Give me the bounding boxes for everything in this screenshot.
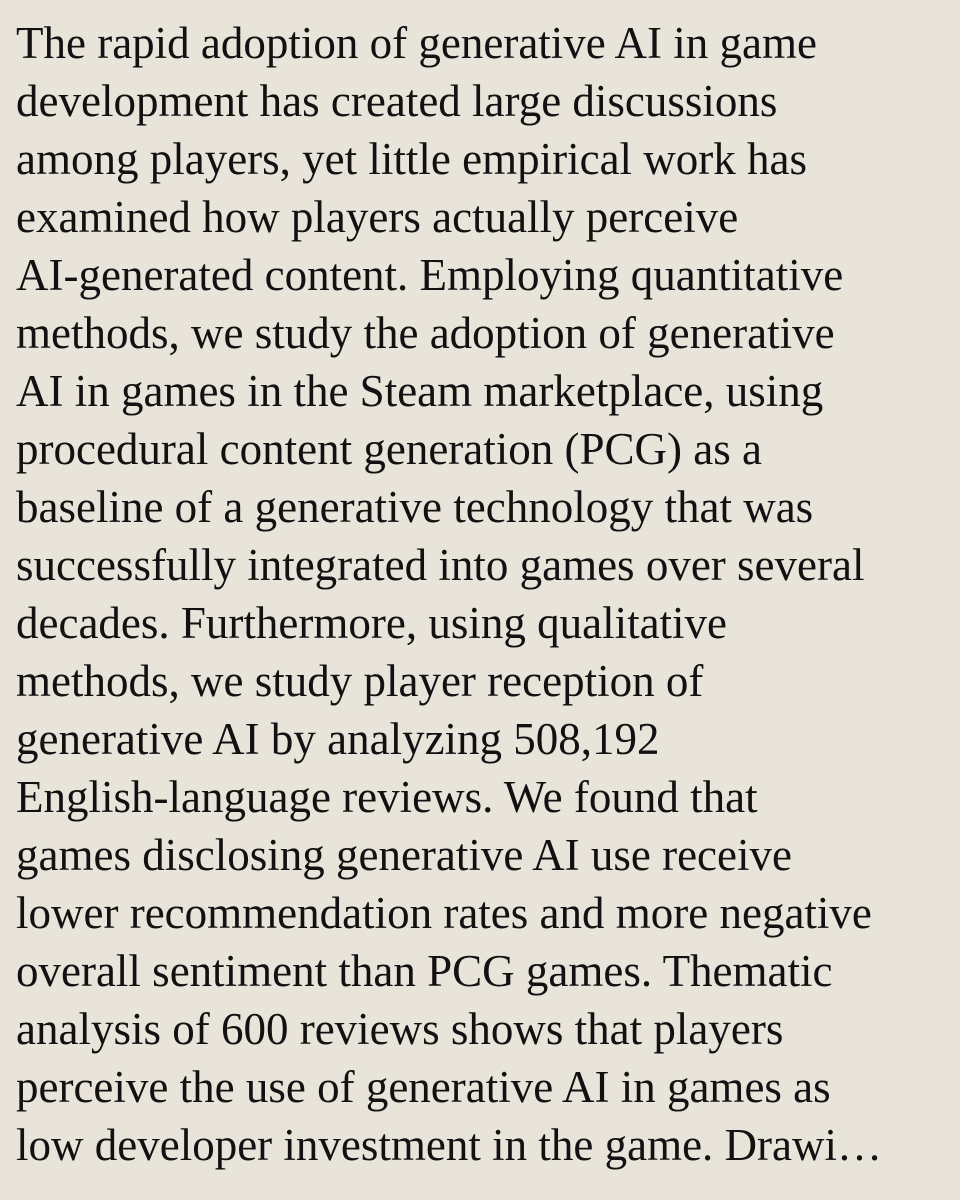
abstract-line: development has created large discussions (16, 76, 778, 126)
abstract-line: lower recommendation rates and more negative (16, 888, 872, 938)
abstract-line: generative AI by analyzing 508,192 (16, 714, 660, 764)
abstract-line: examined how players actually perceive (16, 192, 739, 242)
abstract-line: methods, we study the adoption of generative (16, 308, 835, 358)
abstract-line: decades. Furthermore, using qualitative (16, 598, 728, 648)
abstract-line: methods, we study player reception of (16, 656, 704, 706)
abstract-line: procedural content generation (PCG) as a (16, 424, 762, 474)
abstract-line: successfully integrated into games over several (16, 540, 865, 590)
abstract-line: The rapid adoption of generative AI in game (16, 18, 817, 68)
abstract-line: perceive the use of generative AI in games as (16, 1062, 831, 1112)
abstract-text (16, 14, 944, 1174)
abstract-line: AI in games in the Steam marketplace, using (16, 366, 824, 416)
abstract-line: games disclosing generative AI use receive (16, 830, 792, 880)
abstract-line: AI-generated content. Employing quantitative (16, 250, 844, 300)
abstract-line: overall sentiment than PCG games. Thematic (16, 946, 833, 996)
abstract-line: low developer investment in the game. Drawi… (16, 1120, 883, 1170)
abstract-line: baseline of a generative technology that was (16, 482, 814, 532)
abstract-line: among players, yet little empirical work has (16, 134, 808, 184)
abstract-line: analysis of 600 reviews shows that players (16, 1004, 784, 1054)
abstract-line: English-language reviews. We found that (16, 772, 758, 822)
